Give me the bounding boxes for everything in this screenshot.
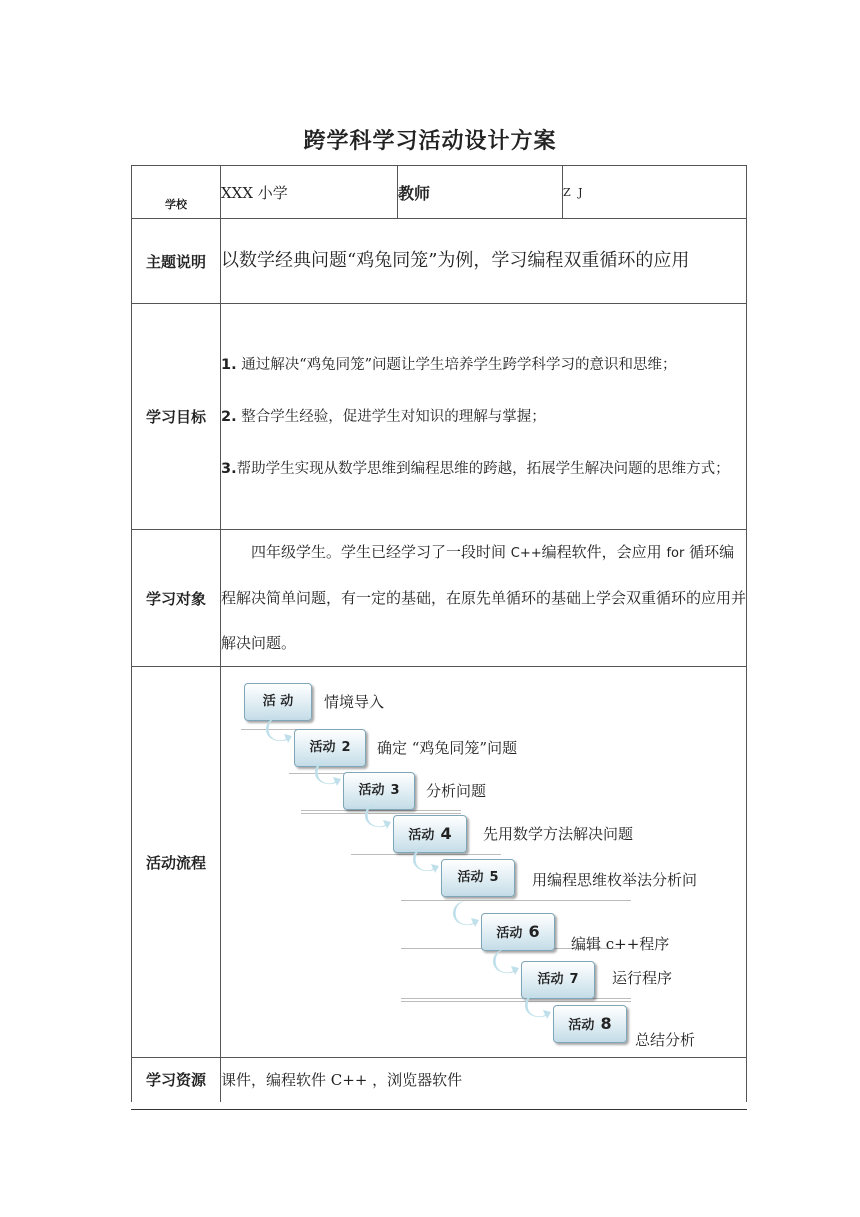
flow-guide-line — [401, 900, 631, 901]
curved-arrow-icon — [411, 845, 439, 873]
activity-name: 活动 — [457, 870, 484, 885]
activity-name: 活动 — [537, 972, 564, 987]
goal-number: 3. — [221, 460, 237, 477]
school-value: XXX 小学 — [221, 166, 398, 219]
plan-table — [131, 165, 747, 1102]
topic-label: 主题说明 — [132, 219, 221, 304]
flow-guide-line — [401, 998, 631, 1002]
activity-desc-1: 情境导入 — [324, 693, 385, 711]
row-topic — [132, 219, 747, 304]
resources-label: 学习资源 — [132, 1058, 221, 1102]
resources-text: 课件，编程软件 C++ ，浏览器软件 — [221, 1058, 747, 1102]
goal-item-3 — [221, 456, 746, 482]
goals-label: 学习目标 — [132, 304, 221, 530]
activity-number: 8 — [600, 1014, 612, 1033]
target-label: 学习对象 — [132, 530, 221, 667]
activity-number: 4 — [440, 824, 452, 843]
activity-desc-3: 分析问题 — [426, 782, 487, 800]
activity-box-5 — [441, 859, 515, 897]
curved-arrow-icon — [523, 991, 551, 1019]
activity-desc-8: 总结分析 — [635, 1031, 696, 1049]
activity-desc-5: 用编程思维枚举法分析问 — [532, 871, 698, 889]
row-school-teacher — [132, 166, 747, 219]
row-resources — [132, 1058, 747, 1102]
curved-arrow-icon — [313, 758, 341, 786]
activity-name: 活动 — [568, 1018, 595, 1033]
row-flow — [132, 667, 747, 1058]
activity-name: 活 动 — [262, 694, 294, 709]
activity-desc-2: 确定 “鸡兔同笼”问题 — [377, 739, 518, 757]
activity-number: 7 — [569, 972, 579, 987]
activity-number: 3 — [390, 783, 400, 798]
activity-box-6 — [481, 913, 555, 951]
activity-number: 2 — [341, 740, 351, 755]
curved-arrow-icon — [264, 715, 292, 743]
goal-item-1 — [221, 352, 746, 378]
activity-desc-7: 运行程序 — [612, 969, 673, 987]
activity-name: 活动 — [408, 828, 435, 843]
topic-text: 以数学经典问题“鸡兔同笼”为例，学习编程双重循环的应用 — [221, 219, 747, 304]
flow-label: 活动流程 — [132, 667, 221, 1058]
goal-number: 2. — [221, 408, 237, 425]
teacher-value: Z J — [563, 166, 747, 219]
goal-text: 整合学生经验，促进学生对知识的理解与掌握； — [241, 408, 546, 425]
goals-cell — [221, 304, 747, 530]
row-target — [132, 530, 747, 667]
activity-name: 活动 — [496, 926, 523, 941]
goal-number: 1. — [221, 356, 237, 373]
teacher-label: 教师 — [398, 166, 563, 219]
curved-arrow-icon — [363, 801, 391, 829]
target-for: for — [666, 546, 685, 561]
target-code: C++ — [510, 546, 542, 561]
bottom-rule — [131, 1109, 747, 1110]
activity-box-8 — [553, 1005, 627, 1043]
page-title: 跨学科学习活动设计方案 — [303, 128, 557, 154]
activity-number: 5 — [489, 870, 499, 885]
curved-arrow-icon — [491, 947, 519, 975]
curved-arrow-icon — [451, 899, 479, 927]
activity-name: 活动 — [358, 783, 385, 798]
school-label: 学校 — [132, 166, 221, 219]
activity-name: 活动 — [309, 740, 336, 755]
activity-desc-6: 编辑 c++程序 — [571, 935, 670, 953]
target-part2: 编程软件，会应用 — [541, 543, 662, 561]
target-part1: 四年级学生。学生已经学习了一段时间 — [251, 543, 507, 561]
activity-number: 6 — [528, 922, 540, 941]
row-goals — [132, 304, 747, 530]
goal-item-2 — [221, 404, 746, 430]
target-part3: 循环编程解决简单问题，有一定的基础，在原先单循环的基础上学会双重循环的应用并解决问题。 — [221, 543, 747, 652]
activity-desc-4: 先用数学方法解决问题 — [483, 825, 634, 843]
goal-text: 通过解决“鸡兔同笼”问题让学生培养学生跨学科学习的意识和思维； — [241, 356, 677, 373]
activity-flow — [221, 667, 746, 1057]
flow-cell — [221, 667, 747, 1058]
target-text — [221, 530, 747, 667]
goal-text: 帮助学生实现从数学思维到编程思维的跨越，拓展学生解决问题的思维方式； — [236, 460, 730, 477]
